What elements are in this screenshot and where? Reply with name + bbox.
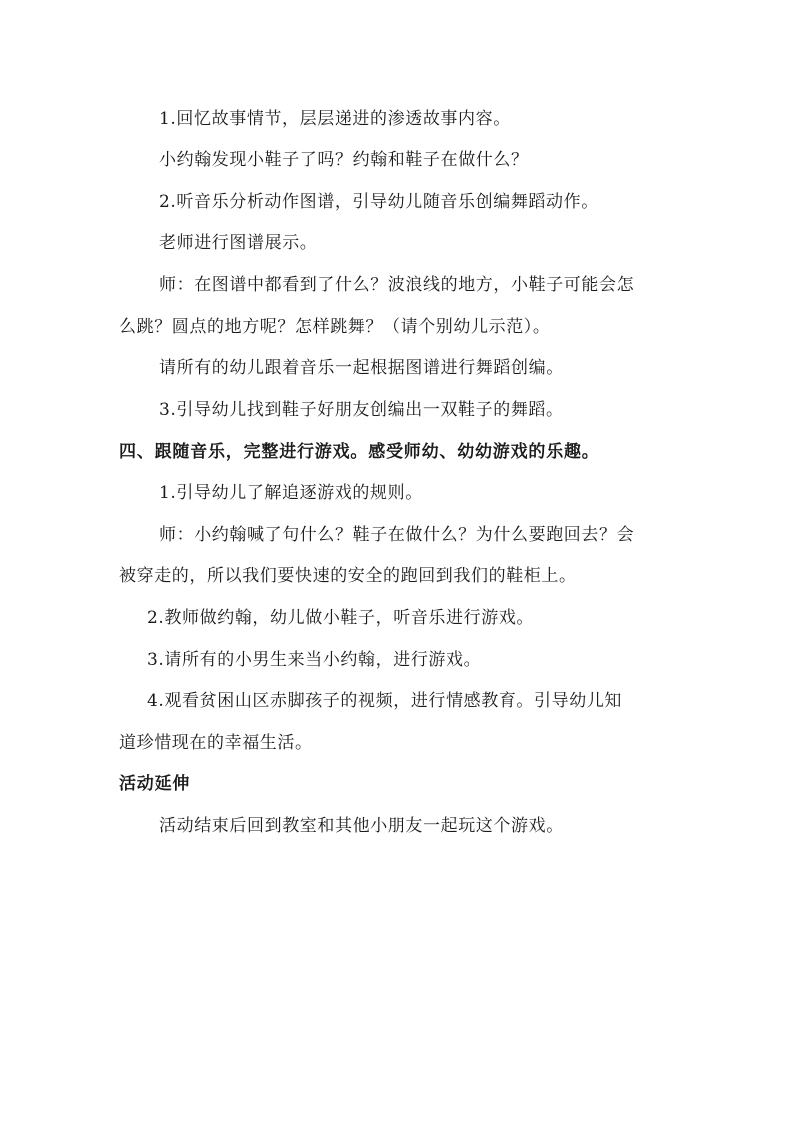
paragraph-line-10: 1.引导幼儿了解追逐游戏的规则。	[159, 483, 423, 503]
paragraph-line-12: 被穿走的，所以我们要快速的安全的跑回到我们的鞋柜上。	[119, 566, 577, 586]
paragraph-line-3: 2.听音乐分析动作图谱，引导幼儿随音乐创编舞蹈动作。	[159, 192, 599, 212]
paragraph-line-4: 老师进行图谱展示。	[159, 233, 318, 253]
paragraph-line-6: 么跳？圆点的地方呢？怎样跳舞？（请个别幼儿示范）。	[119, 317, 551, 337]
paragraph-line-7: 请所有的幼儿跟着音乐一起根据图谱进行舞蹈创编。	[159, 358, 564, 378]
paragraph-line-18: 活动结束后回到教室和其他小朋友一起玩这个游戏。	[159, 816, 564, 836]
paragraph-line-5: 师：在图谱中都看到了什么？波浪线的地方，小鞋子可能会怎	[159, 275, 635, 295]
section-heading-extension: 活动延伸	[119, 774, 191, 794]
paragraph-line-1: 1.回忆故事情节，层层递进的渗透故事内容。	[159, 109, 511, 129]
paragraph-line-11: 师：小约翰喊了句什么？鞋子在做什么？为什么要跑回去？会	[159, 525, 635, 545]
section-heading-4: 四、跟随音乐，完整进行游戏。感受师幼、幼幼游戏的乐趣。	[119, 442, 600, 462]
paragraph-line-15: 4.观看贫困山区赤脚孩子的视频，进行情感教育。引导幼儿知	[147, 691, 623, 711]
paragraph-line-13: 2.教师做约翰，幼儿做小鞋子，听音乐进行游戏。	[147, 608, 535, 628]
paragraph-line-16: 道珍惜现在的幸福生活。	[119, 733, 313, 753]
paragraph-line-8: 3.引导幼儿找到鞋子好朋友创编出一双鞋子的舞蹈。	[159, 400, 564, 420]
paragraph-line-14: 3.请所有的小男生来当小约翰，进行游戏。	[147, 650, 482, 670]
paragraph-line-2: 小约翰发现小鞋子了吗？约翰和鞋子在做什么？	[159, 150, 529, 170]
